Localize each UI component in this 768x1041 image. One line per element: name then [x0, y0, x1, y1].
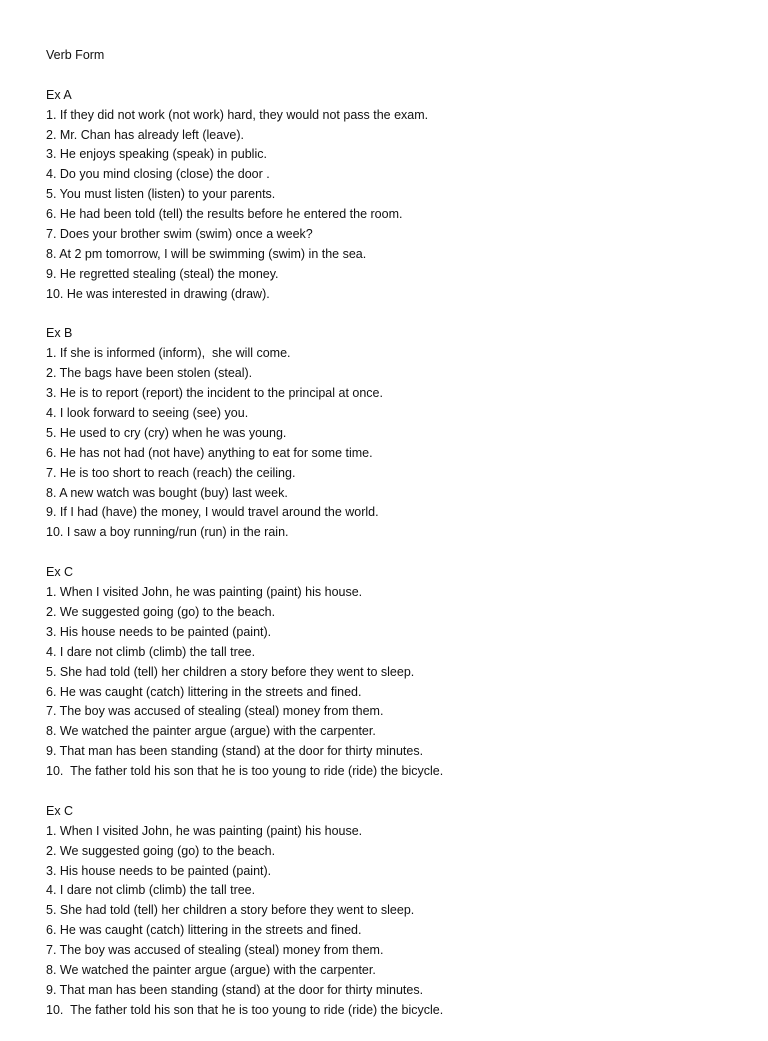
exercise-item: 7. The boy was accused of stealing (steal) money from them. — [46, 704, 384, 719]
exercise-item: 9. He regretted stealing (steal) the money. — [46, 266, 279, 281]
exercise-item: 6. He has not had (not have) anything to eat for some time. — [46, 445, 373, 460]
document-title: Verb Form — [46, 48, 105, 62]
exercise-item: 4. I dare not climb (climb) the tall tree. — [46, 644, 256, 659]
exercise-item: 5. He used to cry (cry) when he was young. — [46, 425, 287, 440]
exercise-item: 3. He enjoys speaking (speak) in public. — [46, 147, 267, 162]
exercise-item: 4. Do you mind closing (close) the door . — [46, 167, 270, 182]
exercise-sections — [46, 86, 746, 1021]
exercise-item: 10. I saw a boy running/run (run) in the rain. — [46, 525, 289, 540]
section-heading: Ex B — [46, 326, 73, 341]
exercise-item: 1. If she is informed (inform), she will come. — [46, 346, 291, 361]
exercise-item: 2. The bags have been stolen (steal). — [46, 366, 253, 381]
exercise-item: 2. We suggested going (go) to the beach. — [46, 843, 276, 858]
exercise-item: 7. He is too short to reach (reach) the ceiling. — [46, 465, 296, 480]
exercise-item: 7. The boy was accused of stealing (steal) money from them. — [46, 943, 384, 958]
title-spacer — [46, 66, 746, 86]
exercise-item: 3. His house needs to be painted (paint). — [46, 863, 272, 878]
exercise-item: 6. He had been told (tell) the results before he entered the room. — [46, 207, 403, 222]
exercise-item: 1. When I visited John, he was painting (paint) his house. — [46, 585, 363, 600]
section-heading: Ex A — [46, 87, 72, 102]
exercise-item: 9. That man has been standing (stand) at the door for thirty minutes. — [46, 744, 424, 759]
exercise-item: 8. We watched the painter argue (argue) with the carpenter. — [46, 724, 376, 739]
exercise-section — [46, 324, 746, 543]
exercise-item: 6. He was caught (catch) littering in the streets and fined. — [46, 684, 362, 699]
exercise-item: 2. Mr. Chan has already left (leave). — [46, 127, 245, 142]
exercise-section — [46, 563, 746, 782]
exercise-item: 10. The father told his son that he is too young to ride (ride) the bicycle. — [46, 1002, 444, 1017]
exercise-item: 8. A new watch was bought (buy) last week. — [46, 485, 288, 500]
exercise-item: 6. He was caught (catch) littering in the streets and fined. — [46, 923, 362, 938]
exercise-section — [46, 802, 746, 1021]
exercise-item: 10. The father told his son that he is too young to ride (ride) the bicycle. — [46, 764, 444, 779]
document-page — [46, 46, 746, 1041]
exercise-item: 5. She had told (tell) her children a story before they went to sleep. — [46, 903, 415, 918]
exercise-section — [46, 86, 746, 305]
section-heading: Ex C — [46, 565, 74, 580]
exercise-item: 1. When I visited John, he was painting (paint) his house. — [46, 823, 363, 838]
exercise-item: 4. I dare not climb (climb) the tall tree. — [46, 883, 256, 898]
exercise-item: 3. He is to report (report) the incident to the principal at once. — [46, 386, 383, 401]
exercise-item: 9. If I had (have) the money, I would travel around the world. — [46, 505, 379, 520]
exercise-item: 8. We watched the painter argue (argue) with the carpenter. — [46, 962, 376, 977]
exercise-item: 1. If they did not work (not work) hard, they would not pass the exam. — [46, 107, 429, 122]
exercise-item: 8. At 2 pm tomorrow, I will be swimming (swim) in the sea. — [46, 246, 367, 261]
exercise-item: 7. Does your brother swim (swim) once a week? — [46, 227, 313, 242]
exercise-item: 9. That man has been standing (stand) at the door for thirty minutes. — [46, 982, 424, 997]
exercise-item: 5. You must listen (listen) to your parents. — [46, 187, 276, 202]
exercise-item: 10. He was interested in drawing (draw). — [46, 286, 270, 301]
exercise-item: 5. She had told (tell) her children a story before they went to sleep. — [46, 664, 415, 679]
exercise-item: 3. His house needs to be painted (paint). — [46, 624, 272, 639]
section-heading: Ex C — [46, 803, 74, 818]
exercise-item: 4. I look forward to seeing (see) you. — [46, 406, 249, 421]
exercise-item: 2. We suggested going (go) to the beach. — [46, 604, 276, 619]
